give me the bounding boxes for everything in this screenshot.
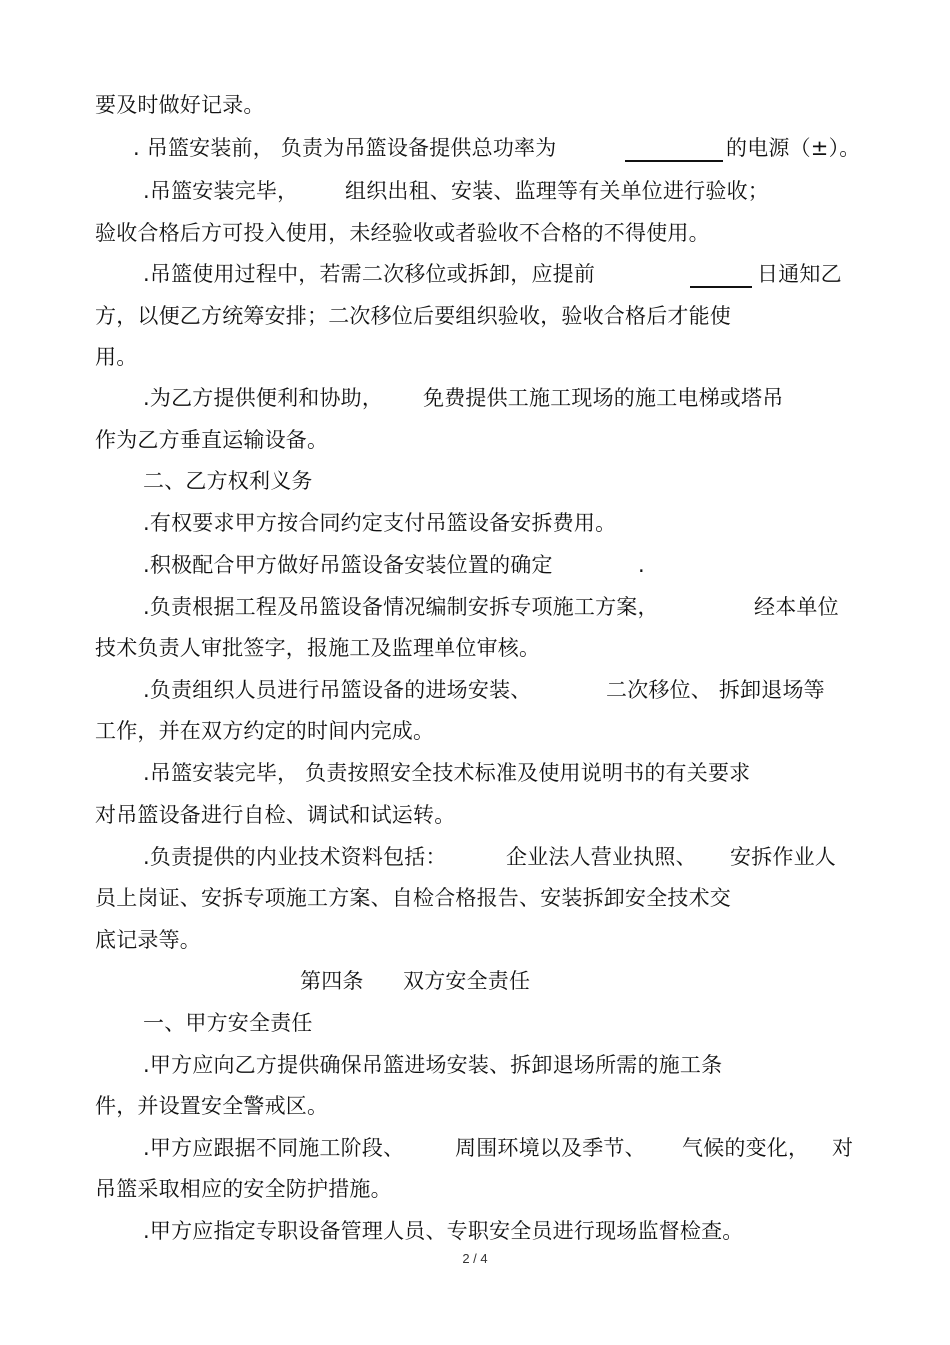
text-line: .负责提供的内业技术资料包括： [143,845,447,869]
text-line: 组织出租、安装、监理等有关单位进行验收； [345,179,769,203]
article-heading: 第四条 [300,969,364,993]
text-line: .甲方应指定专职设备管理人员、专职安全员进行现场监督检查。 [143,1219,744,1243]
text-line: 验收合格后方可投入使用，未经验收或者验收不合格的不得使用。 [95,221,710,245]
text-line: 方，以便乙方统筹安排；二次移位后要组织验收，验收合格后才能使 [95,304,731,328]
text-line: 作为乙方垂直运输设备。 [95,428,329,452]
text-line: .为乙方提供便利和协助， [143,386,384,410]
text-line: .负责根据工程及吊篮设备情况编制安拆专项施工方案， [143,595,659,619]
text-line: 企业法人营业执照、 [506,845,697,869]
text-line: 对 [832,1136,854,1160]
text-line: 日通知乙 [757,262,842,286]
text-line: 吊篮采取相应的安全防护措施。 [95,1177,392,1201]
text-line: 二次移位、 拆卸退场等 [606,678,825,702]
text-line: 的电源（±）。 [726,136,861,160]
text-line: 要及时做好记录。 [95,93,265,117]
text-line: .吊篮使用过程中，若需二次移位或拆卸，应提前 [143,262,596,286]
text-line: . [638,553,645,577]
text-line: .负责组织人员进行吊篮设备的进场安装、 [143,678,532,702]
text-line: 免费提供工施工现场的施工电梯或塔吊 [423,386,784,410]
fill-in-blank [690,264,752,288]
text-line: 周围环境以及季节、 [455,1136,646,1160]
text-line: 底记录等。 [95,928,201,952]
text-line: 对吊篮设备进行自检、调试和试运转。 [95,803,456,827]
section-heading: 二、乙方权利义务 [143,469,313,493]
text-line: 经本单位 [754,595,839,619]
text-line: 技术负责人审批签字，报施工及监理单位审核。 [95,636,541,660]
text-line: 用。 [95,345,138,369]
text-line: .甲方应向乙方提供确保吊篮进场安装、拆卸退场所需的施工条 [143,1053,723,1077]
text-line: 员上岗证、安拆专项施工方案、自检合格报告、安装拆卸安全技术交 [95,886,731,910]
text-line: . 吊篮安装前， 负责为吊篮设备提供总功率为 [133,136,557,160]
text-line: .吊篮安装完毕， [143,179,299,203]
article-heading: 双方安全责任 [403,969,531,993]
text-line: 件，并设置安全警戒区。 [95,1094,329,1118]
text-line: .积极配合甲方做好吊篮设备安装位置的确定 [143,553,553,577]
section-heading: 一、甲方安全责任 [143,1011,313,1035]
text-line: 气候的变化， [682,1136,810,1160]
text-line: 安拆作业人 [730,845,836,869]
fill-in-blank [625,138,723,162]
page-number: 2 / 4 [462,1251,488,1266]
text-line: .吊篮安装完毕， 负责按照安全技术标准及使用说明书的有关要求 [143,761,751,785]
text-line: 工作，并在双方约定的时间内完成。 [95,719,435,743]
text-line: .甲方应跟据不同施工阶段、 [143,1136,405,1160]
text-line: .有权要求甲方按合同约定支付吊篮设备安拆费用。 [143,511,617,535]
